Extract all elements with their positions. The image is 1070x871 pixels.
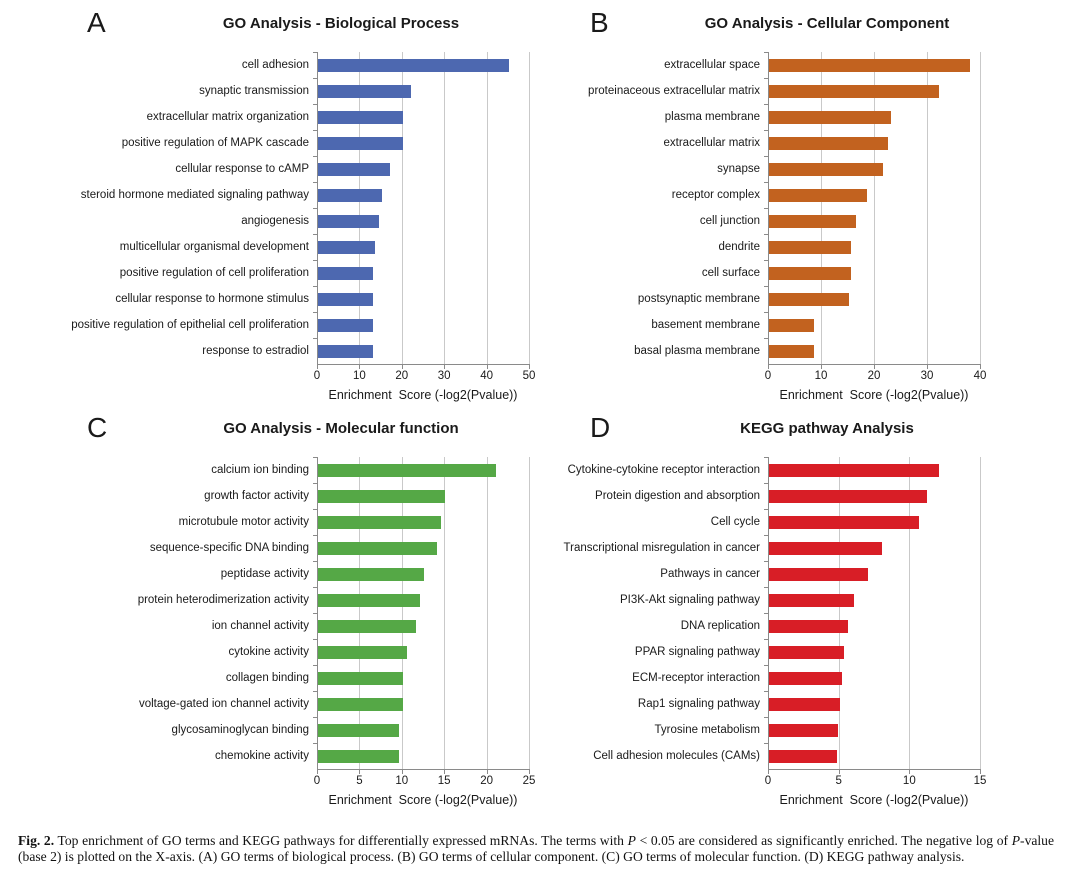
x-tick-row (313, 370, 536, 384)
category-label: dendrite (718, 241, 760, 253)
x-tick-label: 5 (356, 775, 363, 787)
x-tick-label: 0 (313, 370, 321, 382)
category-label: positive regulation of MAPK cascade (121, 137, 309, 149)
bar (769, 724, 838, 737)
category-label: cell junction (699, 215, 760, 227)
category-label: Transcriptional misregulation in cancer (563, 542, 760, 554)
category-labels (71, 52, 317, 364)
y-axis-tick-mark (764, 338, 769, 339)
bar (318, 137, 403, 150)
bar (769, 672, 842, 685)
y-axis-tick-mark (313, 587, 318, 588)
y-axis-tick-mark (764, 234, 769, 235)
bar (769, 750, 837, 763)
gridline (402, 457, 403, 769)
category-label: response to estradiol (202, 345, 309, 357)
x-axis-tick-mark (402, 365, 403, 369)
y-axis-tick-mark (313, 234, 318, 235)
y-axis-tick-mark (313, 208, 318, 209)
x-axis-tick-mark (768, 365, 769, 369)
bar (769, 698, 840, 711)
y-axis-tick-mark (764, 208, 769, 209)
bar (318, 542, 437, 555)
caption-segment: -value (base 2) is plotted on the X-axis. (A) GO terms of biological process. (B) GO terms of cellular component. (C) GO terms of molecular function. (D) KEGG pathway analysis. (18, 832, 1055, 864)
x-tick-label: 0 (764, 370, 772, 382)
bar (318, 698, 403, 711)
x-tick-label: 30 (920, 370, 934, 382)
bar (769, 319, 814, 332)
y-axis-tick-mark (313, 665, 318, 666)
bar (318, 215, 379, 228)
category-label: synapse (717, 163, 760, 175)
panel-molecular-function (85, 413, 563, 815)
y-axis-tick-mark (764, 691, 769, 692)
bar (769, 345, 814, 358)
bar (318, 750, 399, 763)
x-axis-tick-mark (402, 770, 403, 774)
y-axis-tick-mark (313, 286, 318, 287)
gridline (980, 457, 981, 769)
plot-area (317, 457, 530, 770)
category-label: voltage-gated ion channel activity (138, 698, 309, 710)
category-label: glycosaminoglycan binding (171, 724, 309, 736)
y-axis-tick-mark (764, 182, 769, 183)
category-label: Protein digestion and absorption (595, 490, 760, 502)
x-axis-tick-mark (980, 770, 981, 774)
caption-segment: < 0.05 are considered as significantly enriched. The negative log of (635, 832, 1012, 848)
bar (318, 464, 496, 477)
category-labels (588, 52, 768, 364)
x-axis-tick-mark (317, 770, 318, 774)
x-tick-label: 10 (902, 775, 916, 787)
y-axis-tick-mark (313, 104, 318, 105)
category-label: cytokine activity (228, 646, 309, 658)
gridline (487, 52, 488, 364)
category-label: angiogenesis (241, 215, 309, 227)
gridline (839, 457, 840, 769)
category-label: basal plasma membrane (634, 345, 760, 357)
y-axis-tick-mark (764, 717, 769, 718)
bar (318, 724, 399, 737)
bar (769, 568, 868, 581)
x-axis-tick-mark (768, 770, 769, 774)
caption-segment: Top enrichment of GO terms and KEGG pathways for differentially expressed mRNAs. The terms with (54, 832, 628, 848)
bar (318, 568, 424, 581)
y-axis-tick-mark (313, 613, 318, 614)
category-label: sequence-specific DNA binding (149, 542, 309, 554)
category-label: chemokine activity (215, 750, 309, 762)
gridline (402, 52, 403, 364)
x-tick-label: 40 (480, 370, 493, 382)
category-label: Pathways in cancer (660, 568, 760, 580)
bar (318, 189, 382, 202)
gridline (444, 457, 445, 769)
bar (318, 319, 373, 332)
x-axis-label: Enrichment Score (-log2(Pvalue)) (779, 388, 969, 402)
plot-area (768, 52, 981, 365)
gridline (529, 457, 530, 769)
x-axis-tick-mark (980, 365, 981, 369)
category-label: Cytokine-cytokine receptor interaction (567, 464, 760, 476)
gridline (927, 52, 928, 364)
category-label: DNA replication (680, 620, 760, 632)
caption-segment: P (1011, 832, 1021, 848)
bar (769, 620, 848, 633)
y-axis-tick-mark (764, 639, 769, 640)
y-axis-tick-mark (764, 156, 769, 157)
bar (318, 646, 407, 659)
y-axis-tick-mark (764, 743, 769, 744)
panel-letter-b: B (590, 7, 609, 38)
y-axis-tick-mark (764, 665, 769, 666)
bar (318, 293, 373, 306)
y-axis-tick-mark (764, 78, 769, 79)
x-axis-tick-mark (359, 365, 360, 369)
category-label: Tyrosine metabolism (654, 724, 760, 736)
y-axis-tick-mark (764, 587, 769, 588)
y-axis-tick-mark (764, 52, 769, 53)
x-axis-tick-mark (529, 365, 530, 369)
bar (769, 490, 927, 503)
bar (769, 111, 891, 124)
category-label: cellular response to cAMP (175, 163, 309, 175)
x-tick-label: 15 (437, 775, 451, 787)
chart-title-cellular-component: GO Analysis - Cellular Component (704, 15, 950, 32)
y-axis-tick-mark (764, 130, 769, 131)
gridline (909, 457, 910, 769)
bar (318, 490, 445, 503)
bar (769, 516, 919, 529)
bar (769, 293, 849, 306)
category-label: Rap1 signaling pathway (637, 698, 760, 710)
x-axis-tick-mark (874, 365, 875, 369)
plot-area (317, 52, 530, 365)
x-axis-tick-mark (529, 770, 530, 774)
category-label: protein heterodimerization activity (137, 594, 309, 606)
bar (769, 267, 851, 280)
bar (318, 163, 390, 176)
category-label: steroid hormone mediated signaling pathway (80, 189, 309, 201)
y-axis-tick-mark (313, 743, 318, 744)
x-axis-tick-mark (444, 365, 445, 369)
bar (769, 137, 888, 150)
bar (769, 594, 854, 607)
chart-title-molecular-function: GO Analysis - Molecular function (223, 420, 459, 437)
category-label: extracellular space (664, 59, 760, 71)
category-label: growth factor activity (204, 490, 309, 502)
y-axis-tick-mark (764, 260, 769, 261)
x-tick-label: 20 (867, 370, 881, 382)
category-label: positive regulation of cell proliferation (119, 267, 309, 279)
bar (769, 163, 883, 176)
x-axis-tick-mark (927, 365, 928, 369)
category-label: basement membrane (651, 319, 760, 331)
category-label: collagen binding (225, 672, 309, 684)
bar (318, 620, 416, 633)
category-labels (563, 457, 768, 769)
x-axis-label: Enrichment Score (-log2(Pvalue)) (779, 793, 969, 807)
category-labels (85, 457, 317, 769)
x-axis-label: Enrichment Score (-log2(Pvalue)) (328, 793, 518, 807)
x-tick-row (313, 775, 536, 789)
gridline (821, 52, 822, 364)
y-axis-tick-mark (313, 561, 318, 562)
y-axis-tick-mark (313, 52, 318, 53)
figure-caption (18, 833, 1054, 865)
y-axis-tick-mark (313, 717, 318, 718)
x-tick-label: 10 (352, 370, 366, 382)
x-tick-label: 0 (764, 775, 772, 787)
x-tick-label: 20 (480, 775, 493, 787)
x-axis-tick-mark (839, 770, 840, 774)
category-label: ion channel activity (211, 620, 309, 632)
bar (318, 345, 373, 358)
bar (318, 111, 403, 124)
y-axis-tick-mark (313, 156, 318, 157)
x-axis-tick-mark (359, 770, 360, 774)
category-label: receptor complex (671, 189, 760, 201)
y-axis-tick-mark (313, 457, 318, 458)
category-label: proteinaceous extracellular matrix (588, 85, 760, 97)
category-label: synaptic transmission (199, 85, 309, 97)
bar (318, 516, 441, 529)
gridline (444, 52, 445, 364)
category-label: peptidase activity (220, 568, 309, 580)
panel-letter-d: D (590, 412, 611, 443)
y-axis-tick-mark (764, 535, 769, 536)
gridline (529, 52, 530, 364)
category-label: ECM-receptor interaction (632, 672, 760, 684)
caption-segment: Fig. 2. (18, 832, 55, 848)
y-axis-tick-mark (313, 78, 318, 79)
panel-letter-c: C (87, 412, 108, 443)
category-label: calcium ion binding (211, 464, 309, 476)
category-label: postsynaptic membrane (637, 293, 760, 305)
y-axis-tick-mark (313, 483, 318, 484)
x-axis-tick-mark (487, 365, 488, 369)
x-tick-label: 40 (973, 370, 987, 382)
x-tick-label: 10 (395, 775, 409, 787)
category-label: multicellular organismal development (119, 241, 309, 253)
gridline (359, 457, 360, 769)
y-axis-tick-mark (313, 260, 318, 261)
y-axis-tick-mark (313, 639, 318, 640)
chart-title-biological-process: GO Analysis - Biological Process (222, 15, 460, 32)
y-axis-tick-mark (313, 130, 318, 131)
gridline (874, 52, 875, 364)
category-label: cell surface (701, 267, 760, 279)
x-tick-row (764, 370, 987, 384)
bar (318, 59, 509, 72)
panel-cellular-component (588, 8, 1066, 410)
bar (769, 59, 970, 72)
bar (769, 464, 939, 477)
y-axis-tick-mark (764, 286, 769, 287)
chart-title-kegg-pathway: KEGG pathway Analysis (740, 420, 914, 437)
y-axis-tick-mark (313, 509, 318, 510)
x-axis-tick-mark (487, 770, 488, 774)
x-tick-label: 10 (814, 370, 828, 382)
bar (769, 542, 882, 555)
x-axis-tick-mark (821, 365, 822, 369)
bar (769, 215, 856, 228)
y-axis-tick-mark (764, 509, 769, 510)
bar (318, 267, 373, 280)
category-label: microtubule motor activity (178, 516, 309, 528)
category-label: Cell cycle (710, 516, 760, 528)
y-axis-tick-mark (313, 312, 318, 313)
y-axis-tick-mark (313, 338, 318, 339)
y-axis-tick-mark (313, 691, 318, 692)
bar (318, 241, 375, 254)
panel-letter-a: A (87, 7, 106, 38)
y-axis-tick-mark (764, 613, 769, 614)
category-label: PPAR signaling pathway (634, 646, 760, 658)
category-label: extracellular matrix organization (146, 111, 309, 123)
category-label: plasma membrane (664, 111, 760, 123)
category-label: cell adhesion (241, 59, 309, 71)
bar (318, 672, 403, 685)
category-label: extracellular matrix (663, 137, 760, 149)
x-tick-label: 0 (313, 775, 321, 787)
x-tick-label: 5 (835, 775, 842, 787)
category-label: positive regulation of epithelial cell proliferation (71, 319, 309, 331)
bar (769, 85, 939, 98)
x-axis-tick-mark (317, 365, 318, 369)
x-tick-label: 30 (437, 370, 451, 382)
gridline (487, 457, 488, 769)
x-tick-row (764, 775, 987, 789)
category-label: PI3K-Akt signaling pathway (620, 594, 760, 606)
x-tick-label: 15 (973, 775, 987, 787)
x-tick-label: 25 (522, 775, 536, 787)
bar (318, 85, 411, 98)
panel-biological-process (71, 7, 563, 410)
plot-area (768, 457, 981, 770)
bar (318, 594, 420, 607)
caption-segment: P (627, 832, 636, 848)
gridline (359, 52, 360, 364)
y-axis-tick-mark (313, 535, 318, 536)
y-axis-tick-mark (764, 483, 769, 484)
bar (769, 646, 844, 659)
y-axis-tick-mark (764, 312, 769, 313)
bar (769, 189, 867, 202)
y-axis-tick-mark (764, 561, 769, 562)
y-axis-tick-mark (764, 457, 769, 458)
x-axis-tick-mark (909, 770, 910, 774)
category-label: cellular response to hormone stimulus (115, 293, 309, 305)
y-axis-tick-mark (313, 182, 318, 183)
gridline (980, 52, 981, 364)
x-axis-label: Enrichment Score (-log2(Pvalue)) (328, 388, 518, 402)
category-label: Cell adhesion molecules (CAMs) (593, 750, 760, 762)
x-tick-label: 50 (522, 370, 536, 382)
x-axis-tick-mark (444, 770, 445, 774)
y-axis-tick-mark (764, 104, 769, 105)
x-tick-label: 20 (395, 370, 409, 382)
bar (769, 241, 851, 254)
panel-kegg-pathway (563, 412, 1066, 815)
